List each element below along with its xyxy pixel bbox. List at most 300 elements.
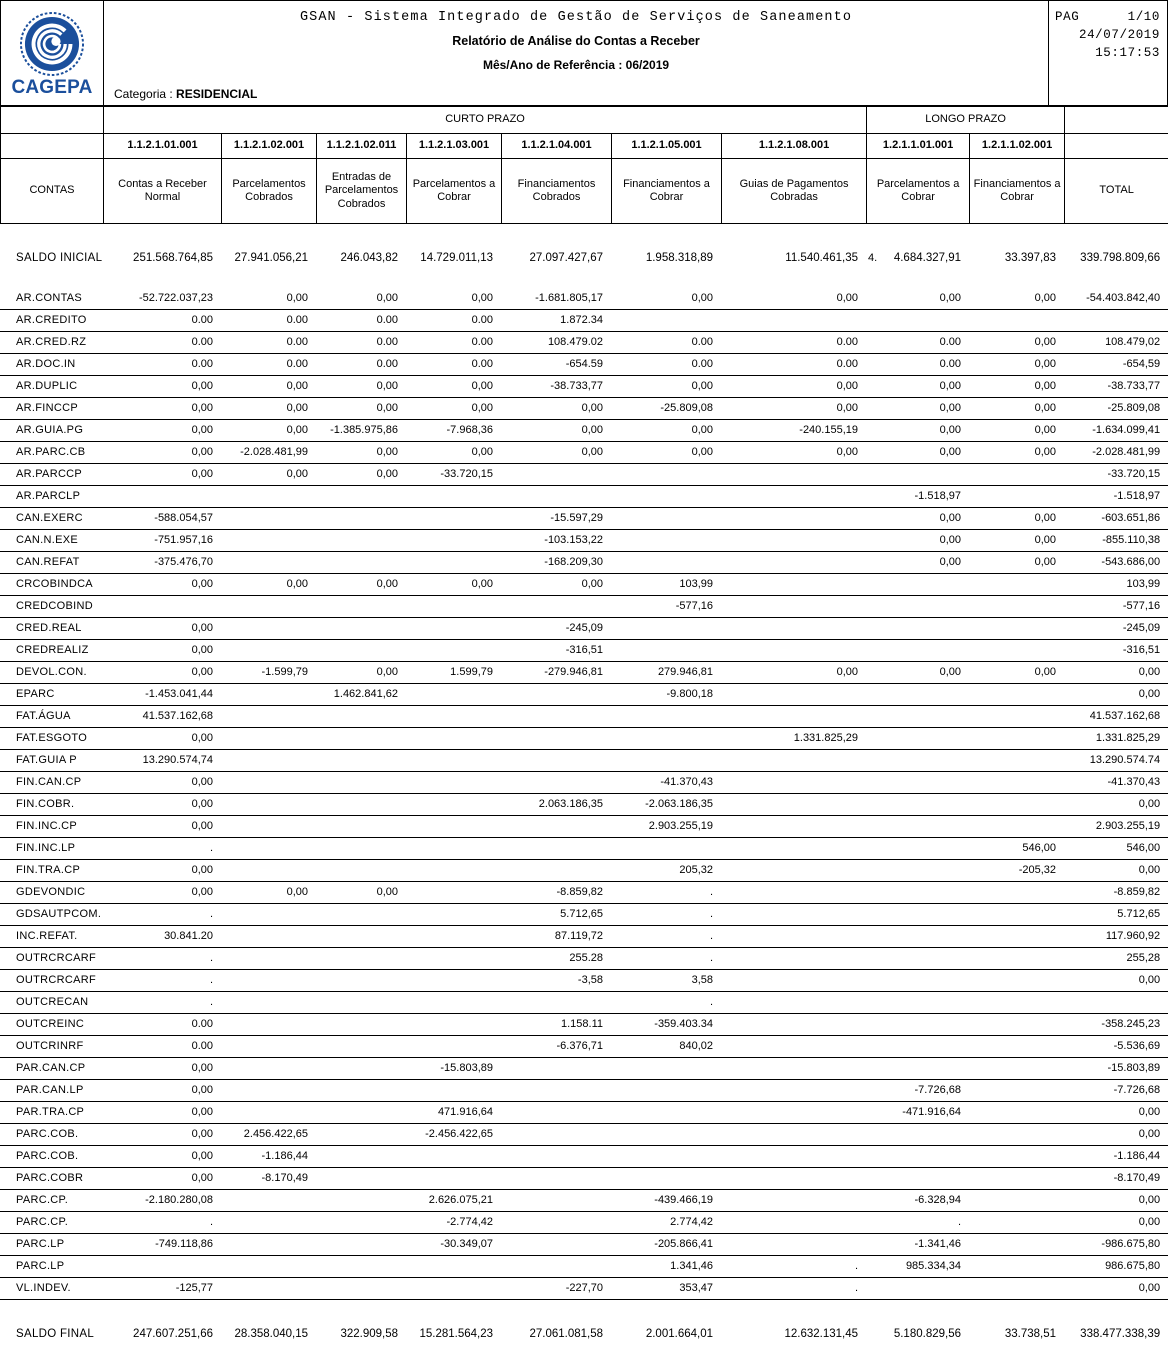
- cell-c7: .: [866, 1212, 969, 1234]
- cell-c3: 15.281.564,23: [406, 1317, 501, 1351]
- cell-total: [1064, 992, 1168, 1014]
- cell-c8: [969, 486, 1064, 508]
- cell-c1: [221, 992, 316, 1014]
- cell-c7: [866, 1168, 969, 1190]
- cell-c6: [721, 1190, 866, 1212]
- cell-c3: [406, 882, 501, 904]
- cell-c5: [611, 618, 721, 640]
- system-title: GSAN - Sistema Integrado de Gestão de Serviços de Saneamento: [104, 10, 1048, 25]
- cell-c0: 0,00: [103, 1080, 221, 1102]
- cell-c4: -245,09: [501, 618, 611, 640]
- overflow-artifact: 4.: [868, 251, 877, 266]
- row-label: AR.GUIA.PG: [0, 420, 103, 442]
- row-label: CRED.REAL: [0, 618, 103, 640]
- print-time-line: [1055, 44, 1160, 62]
- cell-c8: [969, 1124, 1064, 1146]
- row-label: FIN.INC.LP: [0, 838, 103, 860]
- saldo-inicial-row: [0, 241, 1168, 275]
- cell-c6: [721, 1168, 866, 1190]
- cell-c5: [611, 1080, 721, 1102]
- cell-total: -603.651,86: [1064, 508, 1168, 530]
- cell-c6: [721, 1146, 866, 1168]
- cell-c3: [406, 530, 501, 552]
- cell-total: -33.720,15: [1064, 464, 1168, 486]
- table-row: [0, 816, 1168, 838]
- row-label: VL.INDEV.: [0, 1278, 103, 1300]
- print-date: 24/07/2019: [1079, 26, 1160, 44]
- cell-c4: [501, 706, 611, 728]
- cell-c5: [611, 1102, 721, 1124]
- cell-total: 986.675,80: [1064, 1256, 1168, 1278]
- row-label: FIN.COBR.: [0, 794, 103, 816]
- cell-c1: 2.456.422,65: [221, 1124, 316, 1146]
- spacer-top: [0, 224, 1168, 241]
- cell-c7: 0.00: [866, 354, 969, 376]
- cell-c8: [969, 684, 1064, 706]
- cell-c7: [866, 750, 969, 772]
- row-label: FAT.ESGOTO: [0, 728, 103, 750]
- row-label: OUTRCRCARF: [0, 970, 103, 992]
- table-row: [0, 288, 1168, 310]
- row-label: AR.CRED.RZ: [0, 332, 103, 354]
- row-label: INC.REFAT.: [0, 926, 103, 948]
- cell-c4: -6.376,71: [501, 1036, 611, 1058]
- cell-c0: 0,00: [103, 662, 221, 684]
- cell-c2: -1.385.975,86: [316, 420, 406, 442]
- cell-c3: [406, 926, 501, 948]
- cell-c0: [103, 486, 221, 508]
- table-row: [0, 948, 1168, 970]
- cell-c7: [866, 860, 969, 882]
- cell-c2: [316, 1080, 406, 1102]
- cell-total: -1.634.099,41: [1064, 420, 1168, 442]
- cell-c2: [316, 794, 406, 816]
- cell-total: -41.370,43: [1064, 772, 1168, 794]
- table-row: [0, 354, 1168, 376]
- cell-c3: [406, 1256, 501, 1278]
- cell-c3: [406, 1168, 501, 1190]
- cell-total: 0,00: [1064, 1124, 1168, 1146]
- cell-c4: 1.158.11: [501, 1014, 611, 1036]
- row-label: PARC.COBR: [0, 1168, 103, 1190]
- cell-c7: 4. 4.684.327,91: [866, 241, 969, 275]
- row-label: PARC.CP.: [0, 1190, 103, 1212]
- cell-c8: 0,00: [969, 552, 1064, 574]
- row-label: SALDO FINAL: [0, 1317, 103, 1351]
- table-row: [0, 1014, 1168, 1036]
- cell-c7: [866, 992, 969, 1014]
- cell-c7: [866, 1278, 969, 1300]
- cell-c1: [221, 1014, 316, 1036]
- row-label: CREDCOBIND: [0, 596, 103, 618]
- cell-c3: [406, 794, 501, 816]
- cell-c2: [316, 1212, 406, 1234]
- cell-c8: [969, 794, 1064, 816]
- cell-c3: -15.803,89: [406, 1058, 501, 1080]
- table-row: [0, 1036, 1168, 1058]
- cell-c8: [969, 574, 1064, 596]
- cell-c4: -227,70: [501, 1278, 611, 1300]
- row-label: AR.PARCLP: [0, 486, 103, 508]
- cell-c1: [221, 772, 316, 794]
- cell-total: -543.686,00: [1064, 552, 1168, 574]
- cell-c8: [969, 1146, 1064, 1168]
- row-label: OUTCREINC: [0, 1014, 103, 1036]
- cell-c7: [866, 794, 969, 816]
- cell-c1: [221, 1190, 316, 1212]
- cell-c2: 0.00: [316, 332, 406, 354]
- cell-c7: [866, 926, 969, 948]
- table-row: [0, 574, 1168, 596]
- cell-c3: 0.00: [406, 332, 501, 354]
- cell-c8: 0,00: [969, 530, 1064, 552]
- cell-c6: 11.540.461,35: [721, 241, 866, 275]
- cell-c2: 0,00: [316, 398, 406, 420]
- categoria-value: RESIDENCIAL: [176, 87, 257, 101]
- cell-c4: [501, 684, 611, 706]
- cell-c4: [501, 1168, 611, 1190]
- table-row: [0, 1278, 1168, 1300]
- cell-c1: 27.941.056,21: [221, 241, 316, 275]
- cell-c2: [316, 1168, 406, 1190]
- cell-total: 103,99: [1064, 574, 1168, 596]
- cell-c1: [221, 926, 316, 948]
- col-code-8: 1.2.1.1.02.001: [970, 134, 1065, 159]
- cell-c5: 279.946,81: [611, 662, 721, 684]
- cell-c0: .: [103, 904, 221, 926]
- cell-c5: -25.809,08: [611, 398, 721, 420]
- cell-c2: [316, 816, 406, 838]
- cell-c3: -7.968,36: [406, 420, 501, 442]
- row-label: CAN.N.EXE: [0, 530, 103, 552]
- cell-c7: -1.518,97: [866, 486, 969, 508]
- table-row: [0, 992, 1168, 1014]
- cell-c0: -375.476,70: [103, 552, 221, 574]
- cell-c2: [316, 904, 406, 926]
- table-row: [0, 750, 1168, 772]
- col-code-2: 1.1.2.1.02.011: [317, 134, 407, 159]
- cell-c7: [866, 464, 969, 486]
- table-row: [0, 1080, 1168, 1102]
- cell-c6: [721, 464, 866, 486]
- row-label: CRCOBINDCA: [0, 574, 103, 596]
- cell-c1: [221, 750, 316, 772]
- cell-c3: [406, 618, 501, 640]
- cell-c2: [316, 1058, 406, 1080]
- cell-c3: [406, 816, 501, 838]
- page-info-cell: [1049, 1, 1167, 105]
- cell-total: -986.675,80: [1064, 1234, 1168, 1256]
- row-label: DEVOL.CON.: [0, 662, 103, 684]
- cell-c2: [316, 1256, 406, 1278]
- cell-c6: [721, 816, 866, 838]
- cell-c0: 0.00: [103, 354, 221, 376]
- cell-c4: [501, 1146, 611, 1168]
- cell-c7: 0,00: [866, 662, 969, 684]
- cell-c1: [221, 1058, 316, 1080]
- cell-total: 0,00: [1064, 1102, 1168, 1124]
- cell-c3: 14.729.011,13: [406, 241, 501, 275]
- cell-c0: -751.957,16: [103, 530, 221, 552]
- col-code-6: 1.1.2.1.08.001: [722, 134, 867, 159]
- cell-c6: [721, 970, 866, 992]
- cell-c8: [969, 1080, 1064, 1102]
- table-row: [0, 596, 1168, 618]
- cell-c3: 0.00: [406, 354, 501, 376]
- cell-c6: [721, 530, 866, 552]
- cell-c2: [316, 728, 406, 750]
- cell-total: -358.245,23: [1064, 1014, 1168, 1036]
- cell-c1: 0,00: [221, 464, 316, 486]
- cell-c2: [316, 1124, 406, 1146]
- cell-c5: .: [611, 948, 721, 970]
- cell-c6: 1.331.825,29: [721, 728, 866, 750]
- cell-c8: [969, 1190, 1064, 1212]
- cell-c7: 0,00: [866, 530, 969, 552]
- cell-c8: [969, 596, 1064, 618]
- cell-c6: [721, 706, 866, 728]
- cell-total: -15.803,89: [1064, 1058, 1168, 1080]
- table-row: [0, 684, 1168, 706]
- cell-total: -8.170,49: [1064, 1168, 1168, 1190]
- row-label: AR.CREDITO: [0, 310, 103, 332]
- table-row: [0, 904, 1168, 926]
- cell-c3: 0,00: [406, 288, 501, 310]
- table-row: [0, 1234, 1168, 1256]
- table-row: [0, 1190, 1168, 1212]
- table-row: [0, 1102, 1168, 1124]
- cell-c7: 0.00: [866, 332, 969, 354]
- table-row: [0, 662, 1168, 684]
- row-label: AR.DUPLIC: [0, 376, 103, 398]
- cell-c1: 0,00: [221, 574, 316, 596]
- row-label: SALDO INICIAL: [0, 241, 103, 275]
- cell-c5: 840,02: [611, 1036, 721, 1058]
- cell-c3: 0,00: [406, 376, 501, 398]
- cell-c7: 0,00: [866, 288, 969, 310]
- cell-c7: [866, 1146, 969, 1168]
- cell-c5: -205.866,41: [611, 1234, 721, 1256]
- cell-total: 0,00: [1064, 970, 1168, 992]
- cell-c7: [866, 816, 969, 838]
- cell-c1: 0,00: [221, 288, 316, 310]
- col-name-7: Parcelamentos a Cobrar: [867, 159, 970, 224]
- table-row: [0, 838, 1168, 860]
- table-row: [0, 1212, 1168, 1234]
- table-row: [0, 486, 1168, 508]
- cell-c6: -240.155,19: [721, 420, 866, 442]
- cell-c3: [406, 860, 501, 882]
- row-label: PARC.COB.: [0, 1124, 103, 1146]
- cell-total: 0,00: [1064, 1190, 1168, 1212]
- cell-c3: -33.720,15: [406, 464, 501, 486]
- cell-c4: [501, 1102, 611, 1124]
- cell-c7: [866, 904, 969, 926]
- cell-c7: [866, 882, 969, 904]
- cell-c4: [501, 1190, 611, 1212]
- cell-c8: [969, 728, 1064, 750]
- cell-c8: 33.397,83: [969, 241, 1064, 275]
- cell-c6: [721, 882, 866, 904]
- cell-c8: [969, 1256, 1064, 1278]
- cell-c6: 0,00: [721, 442, 866, 464]
- cell-c4: -654.59: [501, 354, 611, 376]
- cell-c7: [866, 1014, 969, 1036]
- cell-c3: 471.916,64: [406, 1102, 501, 1124]
- cell-c4: [501, 772, 611, 794]
- cell-c5: 0.00: [611, 354, 721, 376]
- table-row: [0, 310, 1168, 332]
- cell-c6: [721, 794, 866, 816]
- cell-c1: 0,00: [221, 376, 316, 398]
- cell-c4: -8.859,82: [501, 882, 611, 904]
- cell-c4: -1.681.805,17: [501, 288, 611, 310]
- cell-c4: -316,51: [501, 640, 611, 662]
- cell-c2: [316, 860, 406, 882]
- cell-c0: 0,00: [103, 1102, 221, 1124]
- cell-c8: [969, 904, 1064, 926]
- cell-c8: [969, 750, 1064, 772]
- cell-c6: [721, 1014, 866, 1036]
- cell-c6: [721, 772, 866, 794]
- cell-c5: [611, 1058, 721, 1080]
- cell-c7: -6.328,94: [866, 1190, 969, 1212]
- cell-c8: [969, 1102, 1064, 1124]
- cell-c4: 2.063.186,35: [501, 794, 611, 816]
- cell-total: -245,09: [1064, 618, 1168, 640]
- cell-total: 117.960,92: [1064, 926, 1168, 948]
- row-label: CREDREALIZ: [0, 640, 103, 662]
- table-row: [0, 926, 1168, 948]
- cell-c8: [969, 772, 1064, 794]
- cell-c2: 1.462.841,62: [316, 684, 406, 706]
- column-headers: [0, 106, 1168, 224]
- cell-c5: 2.001.664,01: [611, 1317, 721, 1351]
- cell-c1: [221, 1080, 316, 1102]
- cell-c4: 0,00: [501, 574, 611, 596]
- row-label: PAR.TRA.CP: [0, 1102, 103, 1124]
- spacer-cell: [0, 1300, 1168, 1318]
- cell-c4: [501, 816, 611, 838]
- cell-c5: 0,00: [611, 376, 721, 398]
- code-blank-right: [1065, 134, 1168, 159]
- cell-c0: -588.054,57: [103, 508, 221, 530]
- cell-c4: -103.153,22: [501, 530, 611, 552]
- cell-c5: 2.903.255,19: [611, 816, 721, 838]
- cell-c3: -2.456.422,65: [406, 1124, 501, 1146]
- cell-c5: 353,47: [611, 1278, 721, 1300]
- cell-c3: [406, 992, 501, 1014]
- cell-c4: 87.119,72: [501, 926, 611, 948]
- cell-c5: [611, 750, 721, 772]
- cell-c1: 0,00: [221, 420, 316, 442]
- row-label: AR.PARC.CB: [0, 442, 103, 464]
- group-longo-prazo: LONGO PRAZO: [867, 107, 1065, 134]
- cell-c0: 0,00: [103, 398, 221, 420]
- cell-c6: [721, 926, 866, 948]
- cell-c2: [316, 948, 406, 970]
- cell-total: -1.186,44: [1064, 1146, 1168, 1168]
- print-date-line: [1055, 26, 1160, 44]
- cell-total: 5.712,65: [1064, 904, 1168, 926]
- cell-c6: [721, 1058, 866, 1080]
- table-row: [0, 970, 1168, 992]
- cell-c4: -15.597,29: [501, 508, 611, 530]
- cell-c1: 0.00: [221, 310, 316, 332]
- group-blank-right: [1065, 107, 1168, 134]
- row-label: FIN.INC.CP: [0, 816, 103, 838]
- table-row: [0, 552, 1168, 574]
- cell-c6: [721, 310, 866, 332]
- table-row: [0, 332, 1168, 354]
- cell-c3: [406, 904, 501, 926]
- cell-c4: 0,00: [501, 442, 611, 464]
- cell-c0: .: [103, 1212, 221, 1234]
- cell-c2: 0,00: [316, 442, 406, 464]
- cell-c5: [611, 1168, 721, 1190]
- cell-c5: [611, 838, 721, 860]
- cell-c1: [221, 816, 316, 838]
- cell-c1: [221, 530, 316, 552]
- cell-c8: 0,00: [969, 442, 1064, 464]
- col-code-7: 1.2.1.1.01.001: [867, 134, 970, 159]
- cell-c2: 322.909,58: [316, 1317, 406, 1351]
- cell-c7: [866, 618, 969, 640]
- cell-c6: 0,00: [721, 662, 866, 684]
- row-label: AR.DOC.IN: [0, 354, 103, 376]
- cell-c4: [501, 596, 611, 618]
- cell-c8: [969, 1036, 1064, 1058]
- cell-c1: [221, 794, 316, 816]
- cell-total: 0,00: [1064, 794, 1168, 816]
- cell-c8: 0,00: [969, 376, 1064, 398]
- cell-c5: -359.403.34: [611, 1014, 721, 1036]
- cell-c1: 0,00: [221, 882, 316, 904]
- cell-c8: [969, 706, 1064, 728]
- cell-c1: [221, 596, 316, 618]
- cell-c3: -30.349,07: [406, 1234, 501, 1256]
- cell-c7: 0,00: [866, 376, 969, 398]
- group-curto-prazo: CURTO PRAZO: [104, 107, 867, 134]
- table-row: [0, 1124, 1168, 1146]
- group-blank-left: [1, 107, 104, 134]
- row-label: CAN.EXERC: [0, 508, 103, 530]
- cell-c0: 247.607.251,66: [103, 1317, 221, 1351]
- cell-c4: [501, 1080, 611, 1102]
- col-name-5: Financiamentos a Cobrar: [612, 159, 722, 224]
- cell-c3: -2.774,42: [406, 1212, 501, 1234]
- cell-c8: [969, 948, 1064, 970]
- cell-c5: [611, 1146, 721, 1168]
- cell-c7: [866, 574, 969, 596]
- cell-c3: 0,00: [406, 574, 501, 596]
- cell-c1: [221, 904, 316, 926]
- cell-total: 0,00: [1064, 662, 1168, 684]
- cell-c5: [611, 728, 721, 750]
- table-row: [0, 420, 1168, 442]
- cell-c8: [969, 1058, 1064, 1080]
- cell-total: 1.331.825,29: [1064, 728, 1168, 750]
- cell-c7: 0,00: [866, 420, 969, 442]
- cell-c6: [721, 552, 866, 574]
- cell-c5: 3,58: [611, 970, 721, 992]
- cell-c1: -8.170,49: [221, 1168, 316, 1190]
- page-value: 1/10: [1128, 8, 1160, 26]
- cell-c6: [721, 904, 866, 926]
- spacer-after-saldo-inicial: [0, 275, 1168, 288]
- report-title: Relatório de Análise do Contas a Receber: [104, 34, 1048, 48]
- cell-c0: 0,00: [103, 1058, 221, 1080]
